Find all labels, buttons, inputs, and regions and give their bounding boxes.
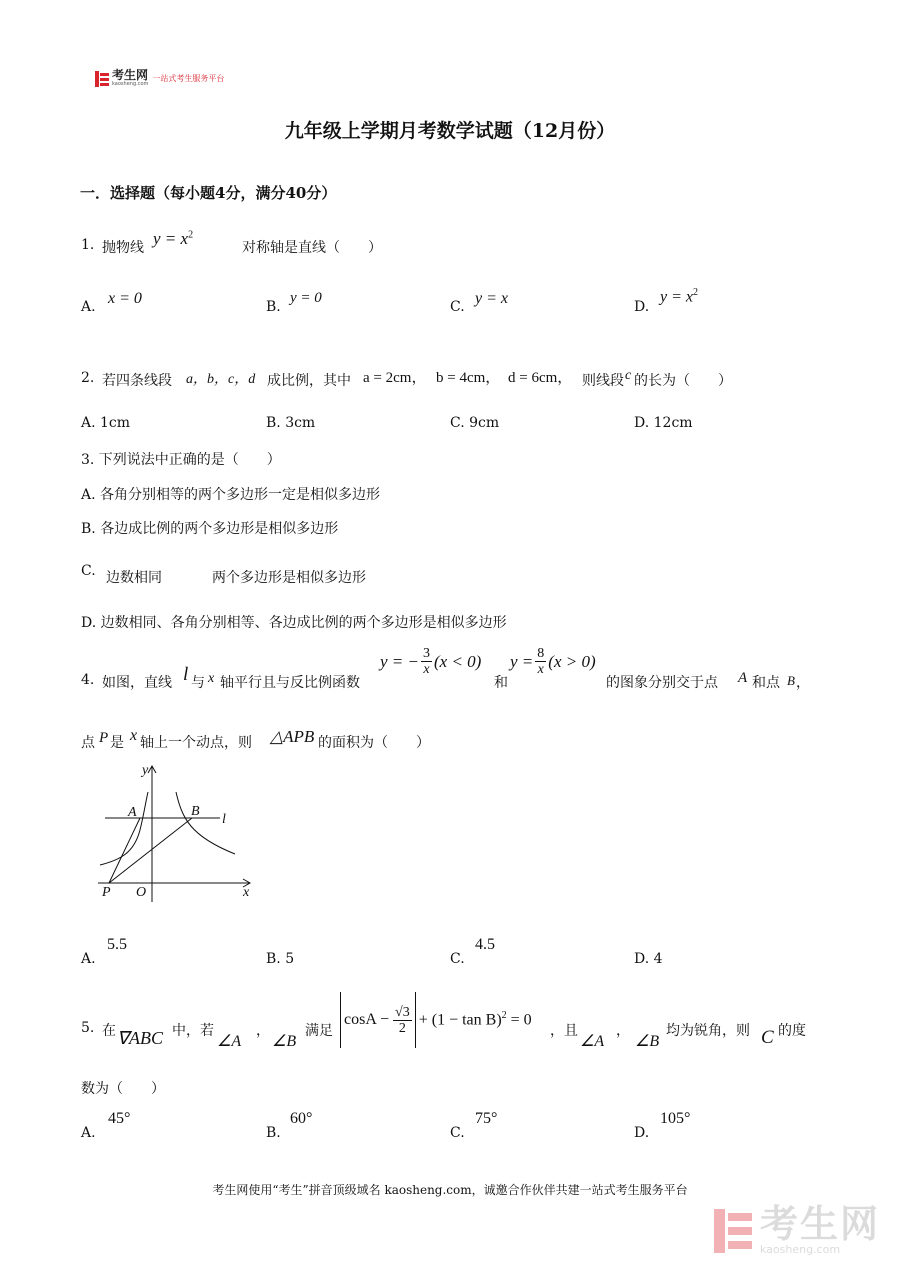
q1-option-d-label[interactable]: D. bbox=[634, 299, 650, 315]
q2-b-eq: b = 4cm， bbox=[436, 370, 501, 386]
q5-angle-a2: ∠A bbox=[580, 1033, 605, 1050]
q1-option-c-label[interactable]: C. bbox=[450, 299, 465, 315]
q5-option-d[interactable]: 105° bbox=[660, 1110, 691, 1127]
q4-option-a[interactable]: 5.5 bbox=[107, 936, 127, 953]
q4-line2-b: 是 bbox=[110, 735, 124, 751]
q4-text-a: 如图，直线 bbox=[102, 675, 172, 691]
q5-triangle: ∇ABC bbox=[117, 1028, 164, 1048]
q1-option-c[interactable]: y = x bbox=[475, 290, 508, 307]
q3-option-b[interactable]: B. 各边成比例的两个多边形是相似多边形 bbox=[81, 521, 339, 537]
q4-point-b: B bbox=[787, 673, 795, 688]
q3-option-d[interactable]: D. 边数相同、各角分别相等、各边成比例的两个多边形是相似多边形 bbox=[81, 615, 507, 631]
q4-line2-c: 轴上一个动点，则 bbox=[140, 735, 252, 751]
q3-option-c-label[interactable]: C. bbox=[81, 563, 96, 579]
q5-text-a: 在 bbox=[102, 1023, 116, 1039]
q4-number: 4. bbox=[81, 672, 95, 688]
q2-d-eq: d = 6cm， bbox=[508, 370, 573, 386]
q4-comma: ， bbox=[796, 675, 810, 691]
q5-text-f: 的度 bbox=[778, 1023, 806, 1039]
q5-sep: ， bbox=[256, 1023, 270, 1039]
q2-option-d[interactable]: D. 12cm bbox=[634, 415, 693, 431]
q1-pre: 抛物线 bbox=[102, 240, 144, 256]
q1-option-b-label[interactable]: B. bbox=[266, 299, 281, 315]
q3-option-a[interactable]: A. 各角分别相等的两个多边形一定是相似多边形 bbox=[81, 487, 381, 503]
q4-x: x bbox=[208, 671, 215, 686]
fig-label-p: P bbox=[102, 885, 111, 900]
q5-angle-b2: ∠B bbox=[635, 1033, 660, 1050]
logo-sub: kaosheng.com bbox=[112, 81, 149, 87]
q2-a-eq: a = 2cm， bbox=[363, 370, 427, 386]
watermark-sub: kaosheng.com bbox=[759, 1243, 841, 1256]
q5-text-e: 均为锐角，则 bbox=[666, 1023, 750, 1039]
fig-label-y: y bbox=[142, 763, 149, 778]
q5-sep2: ， bbox=[616, 1023, 630, 1039]
q5-option-a-label[interactable]: A. bbox=[81, 1125, 96, 1141]
q4-option-d[interactable]: D. 4 bbox=[634, 951, 663, 967]
q2-vars: a，b，c，d bbox=[186, 372, 256, 387]
q2-text-c: 则线段 bbox=[582, 373, 624, 389]
q1-option-a[interactable]: x = 0 bbox=[108, 290, 142, 307]
q4-and: 和 bbox=[494, 675, 508, 691]
q2-text-b: 成比例，其中 bbox=[267, 373, 351, 389]
q3-option-c-a[interactable]: 边数相同 bbox=[106, 570, 162, 586]
watermark-logo-icon bbox=[714, 1209, 754, 1253]
q4-text-e: 和点 bbox=[752, 675, 780, 691]
q2-text-d: 的长为（ ） bbox=[634, 373, 732, 389]
segment-pb bbox=[109, 818, 192, 883]
q4-line2-x: x bbox=[130, 727, 138, 744]
watermark-text: 考生网 bbox=[759, 1202, 880, 1246]
q1-option-a-label[interactable]: A. bbox=[81, 299, 96, 315]
q5-angle-b: ∠B bbox=[272, 1033, 297, 1050]
q4-l: l bbox=[183, 664, 189, 685]
q4-option-a-label[interactable]: A. bbox=[81, 951, 96, 967]
segment-pa bbox=[109, 818, 140, 883]
q4-point-a: A bbox=[738, 670, 748, 686]
q4-text-d: 的图象分别交于点 bbox=[606, 675, 718, 691]
q1-option-b[interactable]: y = 0 bbox=[290, 290, 322, 306]
q5-option-d-label[interactable]: D. bbox=[634, 1125, 650, 1141]
q4-option-c[interactable]: 4.5 bbox=[475, 936, 495, 953]
q5-equation: cosA − $\frac{√3}{2}$ + $(1 - \tan B)^2 = 0$ bbox=[340, 992, 532, 1048]
page-footer: 考生网使用“考生”拼音顶级域名 kaosheng.com，诚邀合作伙伴共建一站式考生服务平台 bbox=[212, 1183, 688, 1197]
q4-figure bbox=[90, 758, 265, 908]
header-logo bbox=[95, 70, 224, 87]
q5-line2: 数为（ ） bbox=[81, 1081, 165, 1097]
q4-text-b: 与 bbox=[191, 675, 205, 691]
q4-point-p: P bbox=[99, 730, 109, 746]
q5-text-b: 中，若 bbox=[172, 1023, 214, 1039]
logo-slogan: 一站式考生服务平台 bbox=[152, 74, 225, 83]
q4-option-c-label[interactable]: C. bbox=[450, 951, 465, 967]
q3-option-c-b[interactable]: 两个多边形是相似多边形 bbox=[212, 570, 366, 586]
q4-text-c: 轴平行且与反比例函数 bbox=[220, 675, 360, 691]
q4-line2-a: 点 bbox=[81, 735, 95, 751]
logo-name: 考生网 bbox=[112, 68, 149, 82]
page-title: 九年级上学期月考数学试题（12月份） bbox=[284, 120, 616, 142]
q5-abs-value: cosA − $\frac{√3}{2}$ bbox=[340, 992, 416, 1048]
q1-number: 1. bbox=[81, 237, 95, 253]
q5-angle-a: ∠A bbox=[217, 1033, 242, 1050]
q2-number: 2. bbox=[81, 370, 95, 386]
q5-text-d: ，且 bbox=[550, 1023, 578, 1039]
q4-option-b[interactable]: B. 5 bbox=[266, 951, 295, 967]
q3-stem: 3. 下列说法中正确的是（ ） bbox=[81, 452, 281, 468]
q5-c: C bbox=[761, 1027, 774, 1048]
q4-function-1: y = − $\frac{3}{x}$ (x < 0) bbox=[380, 646, 482, 677]
q5-text-c: 满足 bbox=[305, 1023, 333, 1039]
q5-option-c[interactable]: 75° bbox=[475, 1110, 498, 1127]
q2-option-b[interactable]: B. 3cm bbox=[266, 415, 316, 431]
fig-label-o: O bbox=[136, 885, 147, 900]
q1-option-d[interactable]: $y = x^2$ bbox=[660, 287, 698, 306]
q1-equation: $y = x^2$ bbox=[153, 229, 194, 248]
fig-label-x: x bbox=[243, 885, 250, 900]
q2-c-var: c bbox=[625, 368, 632, 383]
q4-function-2: y = $\frac{8}{x}$ (x > 0) bbox=[510, 646, 596, 677]
q5-option-a[interactable]: 45° bbox=[108, 1110, 131, 1127]
q4-triangle: △APB bbox=[270, 727, 315, 746]
fig-label-b: B bbox=[191, 804, 200, 819]
q5-option-b[interactable]: 60° bbox=[290, 1110, 313, 1127]
fig-label-a: A bbox=[128, 805, 137, 820]
q2-option-c[interactable]: C. 9cm bbox=[450, 415, 500, 431]
q5-option-b-label[interactable]: B. bbox=[266, 1125, 281, 1141]
curve-left bbox=[100, 792, 148, 865]
q2-text-a: 若四条线段 bbox=[102, 373, 172, 389]
q4-line2-d: 的面积为（ ） bbox=[318, 735, 430, 751]
logo-icon bbox=[95, 71, 109, 87]
q5-number: 5. bbox=[81, 1020, 95, 1036]
q2-option-a[interactable]: A. 1cm bbox=[81, 415, 131, 431]
q1-post: 对称轴是直线（ ） bbox=[242, 240, 382, 256]
fig-label-l: l bbox=[222, 812, 226, 827]
section-heading: 一．选择题（每小题4分，满分40分） bbox=[80, 184, 337, 202]
q5-option-c-label[interactable]: C. bbox=[450, 1125, 465, 1141]
watermark bbox=[714, 1202, 880, 1256]
